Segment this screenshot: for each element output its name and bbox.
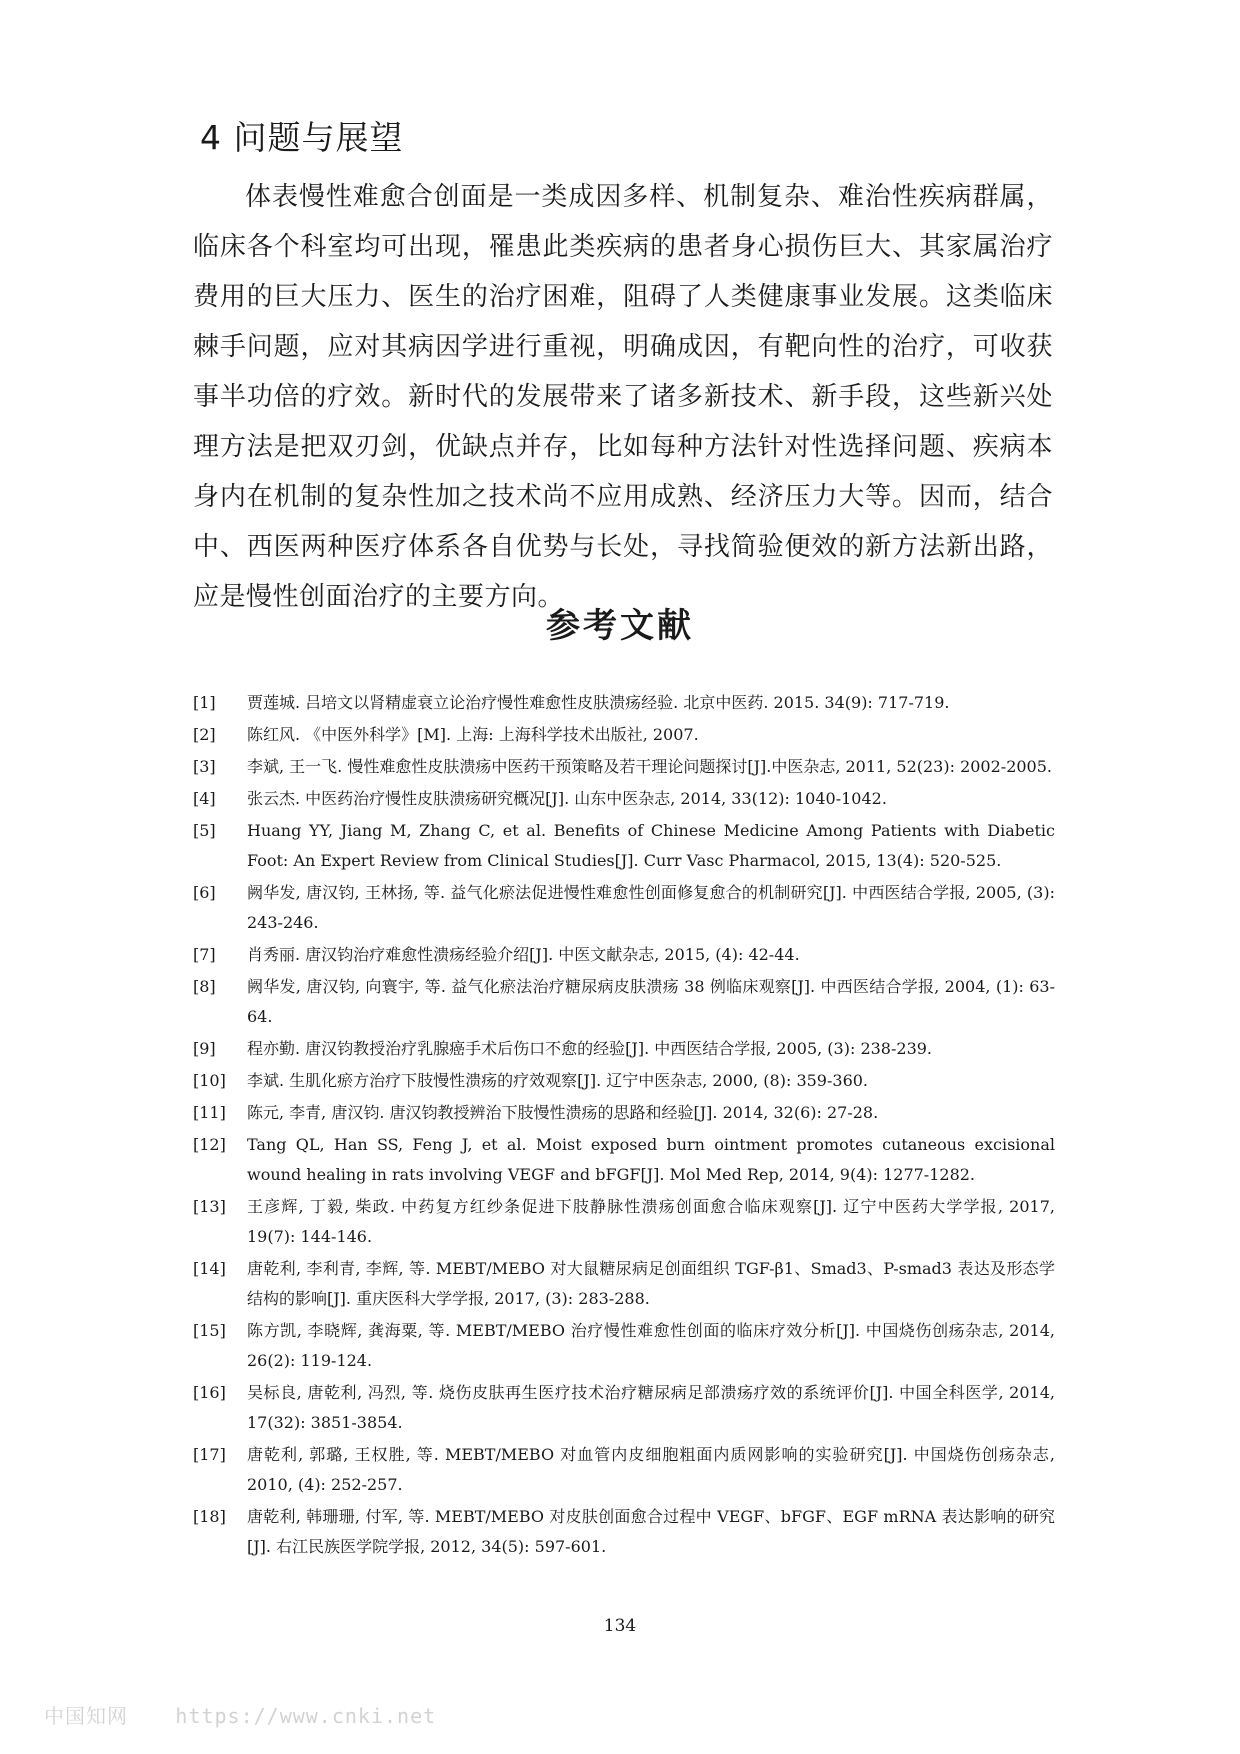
reference-item (193, 752, 1055, 782)
reference-text: 程亦勤. 唐汉钧教授治疗乳腺癌手术后伤口不愈的经验[J]. 中西医结合学报, 2005, (3): 238-239. (247, 1039, 933, 1058)
reference-item (193, 784, 1055, 814)
reference-number: [10] (193, 1071, 226, 1090)
reference-text: 唐乾利, 郭璐, 王权胜, 等. MEBT/MEBO 对血管内皮细胞粗面内质网影响的实验研究[J]. 中国烧伤创疡杂志, 2010, (4): 252-257. (247, 1445, 1055, 1494)
references-heading: 参考文献 (546, 606, 694, 646)
reference-item (193, 1130, 1055, 1190)
watermark (44, 1700, 436, 1729)
reference-number: [16] (193, 1383, 226, 1402)
reference-text: 唐乾利, 韩珊珊, 付军, 等. MEBT/MEBO 对皮肤创面愈合过程中 VEGF、bFGF、EGF mRNA 表达影响的研究[J]. 右江民族医学院学报, 2012, 34(5): 597-601. (247, 1507, 1055, 1556)
reference-item (193, 940, 1055, 970)
reference-text: 肖秀丽. 唐汉钧治疗难愈性溃疡经验介绍[J]. 中医文献杂志, 2015, (4): 42-44. (247, 945, 800, 964)
watermark-brand: 中国知网 (44, 1704, 128, 1728)
reference-item (193, 1192, 1055, 1252)
reference-text: 唐乾利, 李利青, 李辉, 等. MEBT/MEBO 对大鼠糖尿病足创面组织 TGF-β1、Smad3、P-smad3 表达及形态学结构的影响[J]. 重庆医科大学学报, 2017, (3): 283-288. (247, 1259, 1055, 1308)
reference-number: [13] (193, 1197, 226, 1216)
reference-number: [5] (193, 821, 216, 840)
reference-text: 陈方凯, 李晓辉, 龚海粟, 等. MEBT/MEBO 治疗慢性难愈性创面的临床疗效分析[J]. 中国烧伤创疡杂志, 2014, 26(2): 119-124. (247, 1321, 1055, 1370)
reference-number: [7] (193, 945, 216, 964)
watermark-url: https://www.cnki.net (175, 1704, 437, 1728)
reference-number: [11] (193, 1103, 226, 1122)
reference-item (193, 1098, 1055, 1128)
reference-list (193, 688, 1055, 1564)
reference-text: Huang YY, Jiang M, Zhang C, et al. Benefits of Chinese Medicine Among Patients with Diabetic Foot: An Expert Review from Clinical Studies[J]. Curr Vasc Pharmacol, 2015, 13(4): 520-525. (247, 821, 1055, 870)
reference-item (193, 1254, 1055, 1314)
reference-text: 李斌. 生肌化瘀方治疗下肢慢性溃疡的疗效观察[J]. 辽宁中医杂志, 2000, (8): 359-360. (247, 1071, 869, 1090)
reference-text: 贾莲城. 吕培文以肾精虚衰立论治疗慢性难愈性皮肤溃疡经验. 北京中医药. 2015. 34(9): 717-719. (247, 693, 950, 712)
body-paragraph: 体表慢性难愈合创面是一类成因多样、机制复杂、难治性疾病群属，临床各个科室均可出现，罹患此类疾病的患者身心损伤巨大、其家属治疗费用的巨大压力、医生的治疗困难，阻碍了人类健康事业发展。这类临床棘手问题，应对其病因学进行重视，明确成因，有靶向性的治疗，可收获事半功倍的疗效。新时代的发展带来了诸多新技术、新手段，这些新兴处理方法是把双刃剑，优缺点并存，比如每种方法针对性选择问题、疾病本身内在机制的复杂性加之技术尚不应用成熟、经济压力大等。因而，结合中、西医两种医疗体系各自优势与长处，寻找简验便效的新方法新出路，应是慢性创面治疗的主要方向。 (193, 182, 1053, 612)
reference-text: 阙华发, 唐汉钧, 王林扬, 等. 益气化瘀法促进慢性难愈性创面修复愈合的机制研究[J]. 中西医结合学报, 2005, (3): 243-246. (247, 883, 1055, 932)
reference-item (193, 1034, 1055, 1064)
reference-text: 张云杰. 中医药治疗慢性皮肤溃疡研究概况[J]. 山东中医杂志, 2014, 33(12): 1040-1042. (247, 789, 887, 808)
reference-text: 陈元, 李青, 唐汉钧. 唐汉钧教授辨治下肢慢性溃疡的思路和经验[J]. 2014, 32(6): 27-28. (247, 1103, 879, 1122)
reference-item (193, 972, 1055, 1032)
reference-item (193, 720, 1055, 750)
reference-item (193, 1066, 1055, 1096)
reference-item (193, 1378, 1055, 1438)
reference-number: [18] (193, 1507, 226, 1526)
page-number: 134 (603, 1616, 637, 1636)
reference-number: [9] (193, 1039, 216, 1058)
reference-text: 李斌, 王一飞. 慢性难愈性皮肤溃疡中医药干预策略及若干理论问题探讨[J].中医杂志, 2011, 52(23): 2002-2005. (247, 757, 1053, 776)
reference-item (193, 1502, 1055, 1562)
reference-item (193, 1440, 1055, 1500)
reference-text: 吴标良, 唐乾利, 冯烈, 等. 烧伤皮肤再生医疗技术治疗糖尿病足部溃疡疗效的系统评价[J]. 中国全科医学, 2014, 17(32): 3851-3854. (247, 1383, 1055, 1432)
reference-number: [6] (193, 883, 216, 902)
reference-text: 阙华发, 唐汉钧, 向寰宇, 等. 益气化瘀法治疗糖尿病皮肤溃疡 38 例临床观察[J]. 中西医结合学报, 2004, (1): 63-64. (247, 977, 1055, 1026)
reference-number: [8] (193, 977, 216, 996)
reference-number: [3] (193, 757, 216, 776)
reference-number: [12] (193, 1135, 226, 1154)
reference-text: 陈红风. 《中医外科学》[M]. 上海: 上海科学技术出版社, 2007. (247, 725, 699, 744)
reference-number: [1] (193, 693, 216, 712)
reference-item (193, 1316, 1055, 1376)
section-heading: 4 问题与展望 (200, 118, 404, 157)
reference-item (193, 816, 1055, 876)
reference-text: Tang QL, Han SS, Feng J, et al. Moist exposed burn ointment promotes cutaneous excisional wound healing in rats involving VEGF and bFGF[J]. Mol Med Rep, 2014, 9(4): 1277-1282. (247, 1135, 1055, 1184)
reference-number: [14] (193, 1259, 226, 1278)
reference-number: [15] (193, 1321, 226, 1340)
reference-number: [2] (193, 725, 216, 744)
reference-number: [17] (193, 1445, 226, 1464)
reference-item (193, 688, 1055, 718)
reference-item (193, 878, 1055, 938)
reference-text: 王彦辉, 丁毅, 柴政. 中药复方红纱条促进下肢静脉性溃疡创面愈合临床观察[J]. 辽宁中医药大学学报, 2017, 19(7): 144-146. (247, 1197, 1055, 1246)
reference-number: [4] (193, 789, 216, 808)
